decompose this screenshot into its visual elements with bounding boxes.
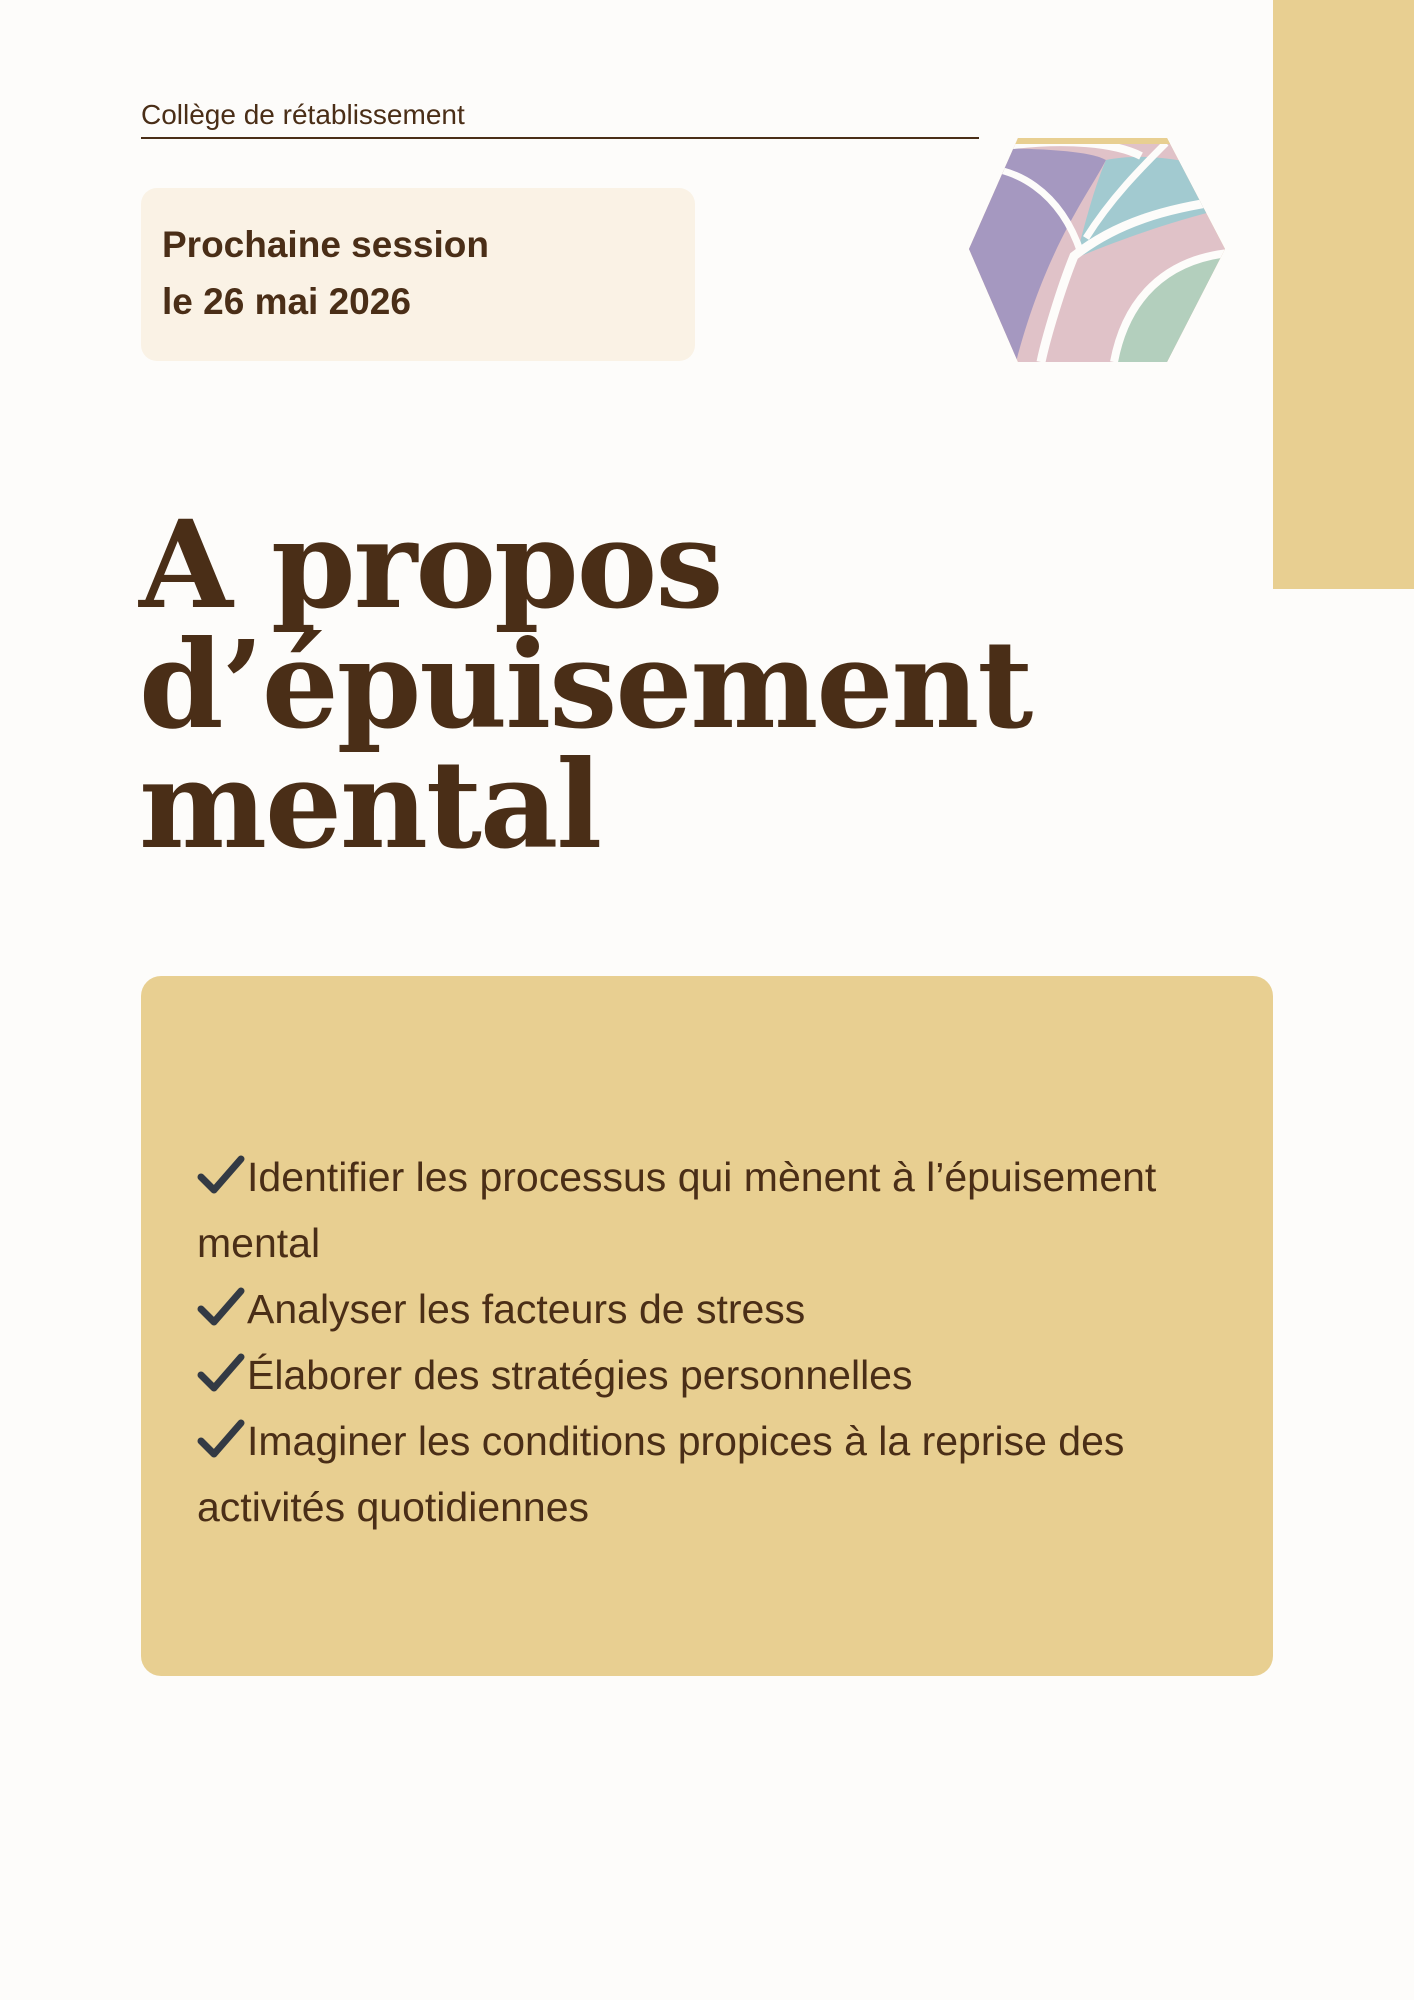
checkmark-icon	[197, 1155, 247, 1195]
checkmark-icon	[197, 1419, 247, 1459]
page-title	[139, 493, 1032, 876]
organization-name: Collège de rétablissement	[141, 99, 465, 130]
hexagon-mosaic-logo-icon	[966, 138, 1228, 362]
session-label: Prochaine session	[162, 224, 489, 265]
objective-item	[197, 1408, 1223, 1540]
objective-text: Analyser les facteurs de stress	[247, 1286, 806, 1332]
objective-text: Élaborer des stratégies personnelles	[247, 1352, 913, 1398]
objective-item	[197, 1342, 1223, 1408]
checkmark-icon	[197, 1287, 247, 1327]
title-line-1: A propos	[139, 493, 722, 636]
accent-side-bar	[1273, 0, 1414, 589]
objective-text: Identifier les processus qui mènent à l’épuisement mental	[197, 1154, 1157, 1266]
objective-item	[197, 1276, 1223, 1342]
title-line-2: d’épuisement	[139, 613, 1032, 756]
next-session-card	[141, 188, 695, 361]
objectives-panel	[141, 976, 1273, 1676]
checkmark-icon	[197, 1353, 247, 1393]
objective-item	[197, 1144, 1223, 1276]
session-date: le 26 mai 2026	[162, 281, 411, 322]
header-divider	[141, 137, 979, 139]
title-line-3: mental	[139, 733, 601, 876]
objective-text: Imaginer les conditions propices à la reprise des activités quotidiennes	[197, 1418, 1125, 1530]
